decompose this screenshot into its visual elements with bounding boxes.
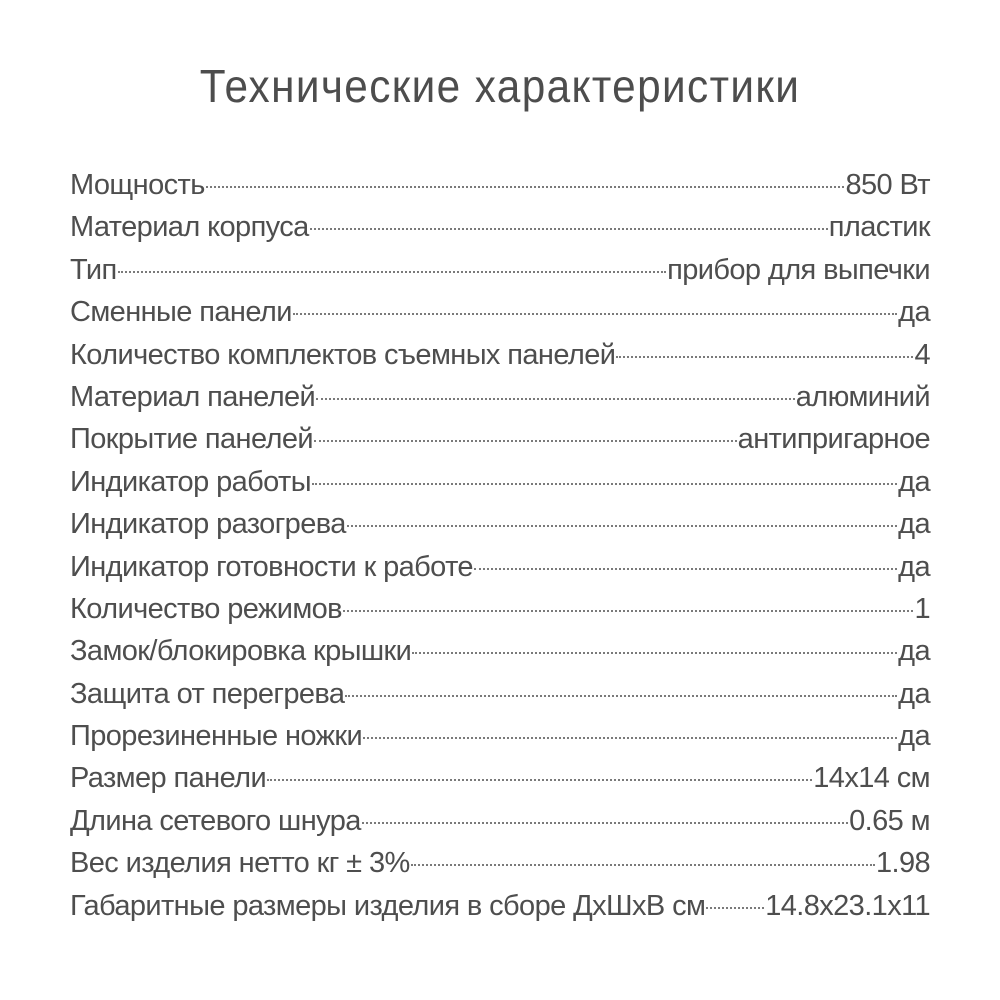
spec-value: 1.98 <box>875 847 930 880</box>
spec-row-net-weight <box>70 842 930 884</box>
spec-row-replaceable-panels <box>70 291 930 333</box>
dot-leader <box>345 695 897 697</box>
spec-row-modes <box>70 588 930 630</box>
dot-leader <box>310 228 828 230</box>
spec-value: 1 <box>914 592 930 625</box>
dot-leader <box>362 822 848 824</box>
spec-label: Размер панели <box>70 762 267 795</box>
spec-row-panel-coating <box>70 418 930 460</box>
dot-leader <box>616 356 913 358</box>
spec-label: Длина сетевого шнура <box>70 804 361 837</box>
spec-row-body-material <box>70 206 930 248</box>
dot-leader <box>293 313 897 315</box>
spec-label: Материал панелей <box>70 380 316 413</box>
spec-value: да <box>898 508 930 541</box>
dot-leader <box>316 398 795 400</box>
spec-value: да <box>898 720 930 753</box>
spec-value: да <box>898 635 930 668</box>
spec-value: алюминий <box>795 380 930 413</box>
spec-label: Защита от перегрева <box>70 677 345 710</box>
spec-label: Мощность <box>70 169 205 201</box>
spec-label: Вес изделия нетто кг ± 3% <box>70 847 410 880</box>
spec-label: Прорезиненные ножки <box>70 720 363 753</box>
spec-row-heating-indicator <box>70 503 930 545</box>
spec-row-ready-indicator <box>70 546 930 588</box>
dot-leader <box>706 907 764 909</box>
dot-leader <box>206 186 845 188</box>
dot-leader <box>312 483 897 485</box>
spec-row-power <box>70 164 930 206</box>
spec-row-dimensions <box>70 885 930 927</box>
spec-row-power-indicator <box>70 461 930 503</box>
spec-label: Индикатор готовности к работе <box>70 550 473 583</box>
spec-label: Количество режимов <box>70 592 342 625</box>
dot-leader <box>267 779 812 781</box>
spec-row-cord-length <box>70 800 930 842</box>
spec-label: Индикатор работы <box>70 465 311 498</box>
spec-value: антипригарное <box>737 423 930 456</box>
spec-label: Тип <box>70 253 117 286</box>
spec-label: Количество комплектов съемных панелей <box>70 338 616 371</box>
spec-row-panel-material <box>70 376 930 418</box>
spec-value: 850 Вт <box>845 169 930 201</box>
spec-value: прибор для выпечки <box>667 253 930 286</box>
spec-value: 4 <box>914 338 930 371</box>
dot-leader <box>347 525 897 527</box>
spec-row-overheat-protection <box>70 673 930 715</box>
spec-label: Покрытие панелей <box>70 423 313 456</box>
spec-label: Индикатор разогрева <box>70 508 346 541</box>
spec-label: Габаритные размеры изделия в сборе ДхШхВ см <box>70 889 706 922</box>
spec-value: пластик <box>828 211 930 244</box>
spec-value: 14.8x23.1x11 <box>765 889 930 922</box>
spec-value: да <box>898 550 930 583</box>
spec-value: 0.65 м <box>849 804 930 837</box>
spec-row-panel-sets <box>70 334 930 376</box>
dot-leader <box>412 652 897 654</box>
spec-row-lid-lock <box>70 630 930 672</box>
spec-row-rubber-feet <box>70 715 930 757</box>
spec-value: да <box>898 677 930 710</box>
spec-value: 14x14 см <box>813 762 930 795</box>
spec-row-type <box>70 249 930 291</box>
dot-leader <box>411 864 875 866</box>
dot-leader <box>474 568 897 570</box>
page-title: Технические характеристики <box>199 60 801 112</box>
spec-label: Сменные панели <box>70 296 292 329</box>
spec-label: Материал корпуса <box>70 211 309 244</box>
dot-leader <box>314 440 737 442</box>
spec-list <box>70 164 930 927</box>
dot-leader <box>118 271 667 273</box>
spec-value: да <box>898 465 930 498</box>
spec-row-panel-size <box>70 757 930 799</box>
dot-leader <box>363 737 897 739</box>
spec-label: Замок/блокировка крышки <box>70 635 412 668</box>
spec-value: да <box>898 296 930 329</box>
dot-leader <box>343 610 913 612</box>
